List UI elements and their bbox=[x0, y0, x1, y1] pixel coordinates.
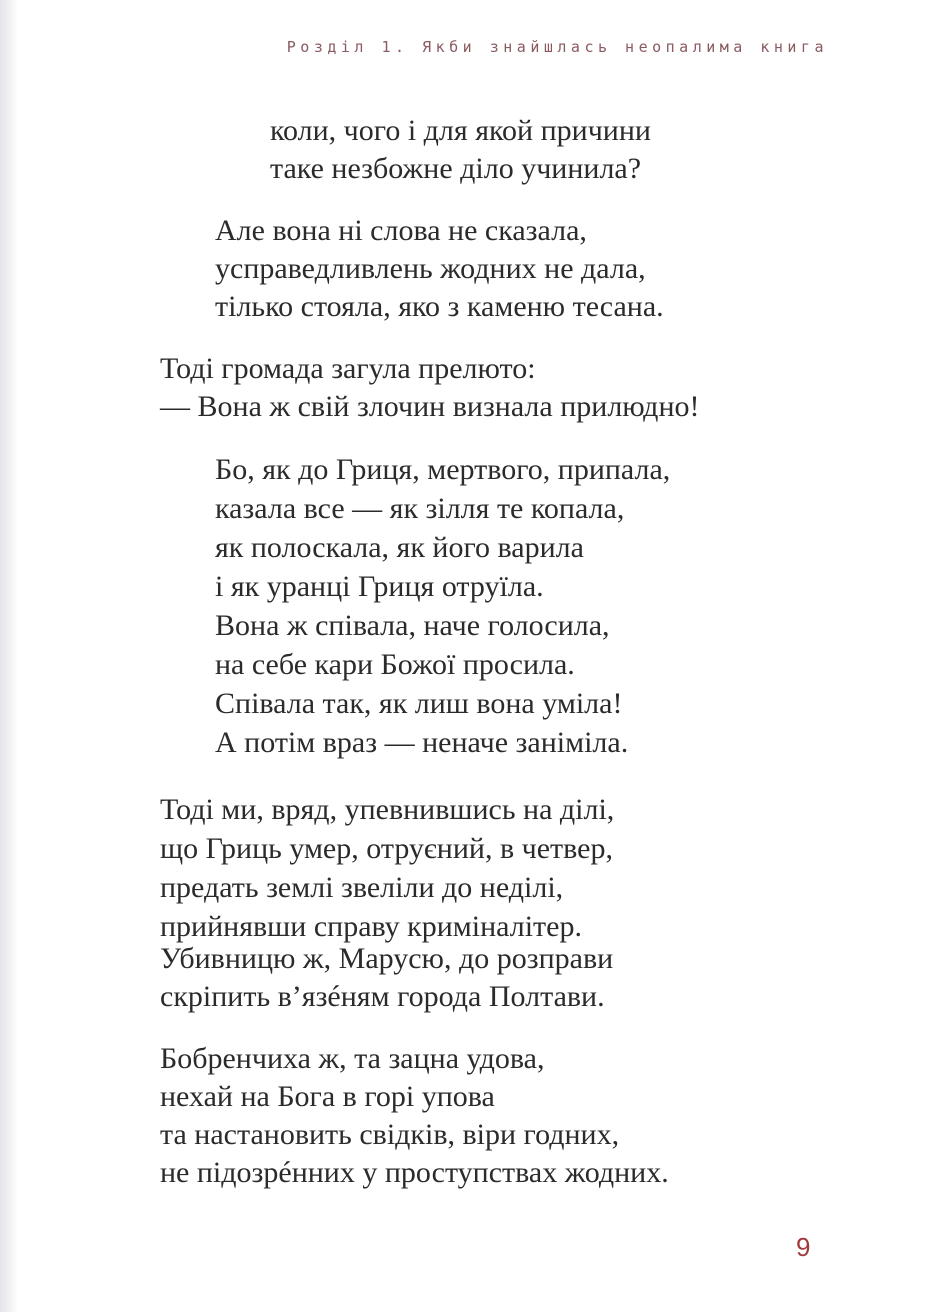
verse-line: прийнявши справу криміналітер. bbox=[160, 910, 582, 943]
stanza-7 bbox=[160, 1040, 669, 1192]
stanza-5 bbox=[160, 790, 614, 946]
page-number: 9 bbox=[796, 1232, 811, 1262]
verse-line: казала все — як зілля те копала, bbox=[215, 492, 625, 525]
verse-line: що Гриць умер, отруєний, в четвер, bbox=[160, 832, 613, 865]
stanza-3 bbox=[160, 350, 700, 426]
verse-line: тілько стояла, яко з каменю тесана. bbox=[215, 290, 664, 323]
verse-line: скріпить в’язéням города Полтави. bbox=[160, 980, 605, 1013]
verse-line: Тоді ми, вряд, упевнившись на ділі, bbox=[160, 793, 615, 826]
verse-line: Вона ж співала, наче голосила, bbox=[215, 609, 610, 642]
stanza-1 bbox=[270, 112, 651, 188]
verse-line: Але вона ні слова не сказала, bbox=[215, 214, 587, 247]
verse-line: як полоскала, як його варила bbox=[215, 531, 584, 564]
running-header: Розділ 1. Якби знайшлась неопалима книга bbox=[286, 38, 828, 56]
stanza-2 bbox=[215, 212, 664, 326]
verse-line: предать землі звеліли до неділі, bbox=[160, 871, 564, 904]
verse-line: не підозрéнних у проступствах жодних. bbox=[160, 1156, 669, 1189]
verse-line: усправедливлень жодних не дала, bbox=[215, 252, 646, 285]
verse-line: коли, чого і для якой причини bbox=[270, 114, 651, 147]
stanza-4 bbox=[215, 450, 670, 762]
verse-line: А потім враз — неначе заніміла. bbox=[215, 726, 629, 759]
verse-line: на себе кари Божої просила. bbox=[215, 648, 575, 681]
verse-line: — Вона ж свій злочин визнала прилюдно! bbox=[160, 390, 700, 423]
verse-line: Співала так, як лиш вона уміла! bbox=[215, 687, 623, 720]
page-gutter-shadow bbox=[0, 0, 18, 1312]
verse-line: нехай на Бога в горі упова bbox=[160, 1080, 495, 1113]
verse-line: Бобренчиха ж, та зацна удова, bbox=[160, 1042, 545, 1075]
verse-line: та настановить свідків, віри годних, bbox=[160, 1118, 620, 1151]
verse-line: Убивницю ж, Марусю, до розправи bbox=[160, 942, 614, 975]
verse-line: таке незбожне діло учинила? bbox=[270, 152, 642, 185]
verse-line: Тоді громада загула прелюто: bbox=[160, 352, 536, 385]
verse-line: Бо, як до Гриця, мертвого, припала, bbox=[215, 453, 671, 486]
stanza-6 bbox=[160, 940, 613, 1016]
verse-line: і як уранці Гриця отруїла. bbox=[215, 570, 544, 603]
